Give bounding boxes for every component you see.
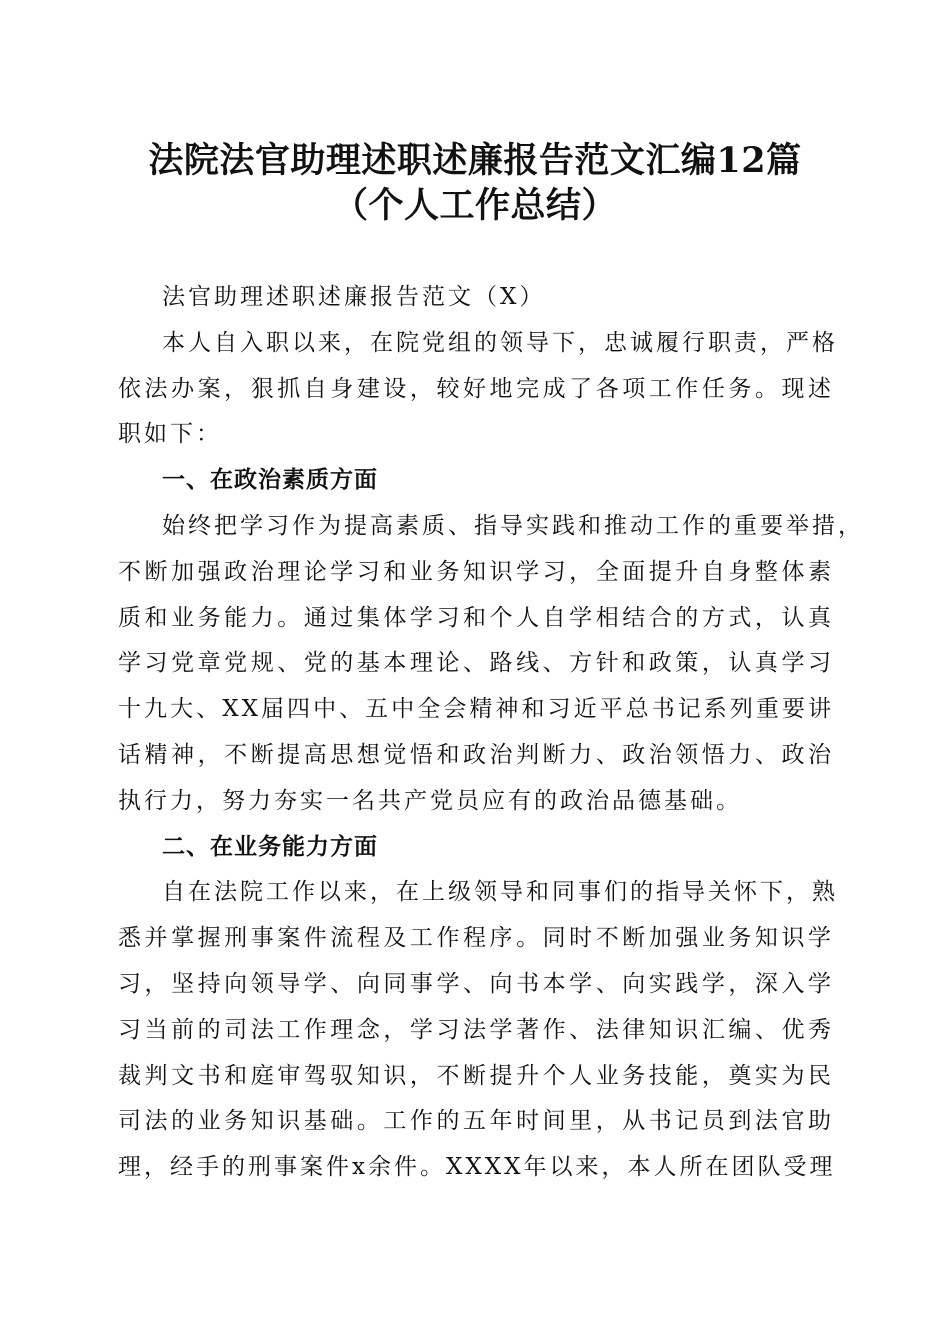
- intro-line: 依法办案，狠抓自身建设，较好地完成了各项工作任务。现述: [118, 375, 834, 402]
- paragraph-line: 司法的业务知识基础。工作的五年时间里，从书记员到法官助: [118, 1108, 834, 1135]
- document-title-subline: （个人工作总结）: [332, 185, 617, 226]
- paragraph-line: 悉并掌握刑事案件流程及工作程序。同时不断加强业务知识学: [118, 925, 834, 952]
- paragraph-line: 自在法院工作以来，在上级领导和同事们的指导关怀下，熟: [162, 879, 838, 906]
- paragraph-line: 执行力，努力夯实一名共产党员应有的政治品德基础。: [118, 787, 742, 814]
- paragraph-line: 习当前的司法工作理念，学习法学著作、法律知识汇编、优秀: [118, 1016, 834, 1043]
- paragraph-line: 学习党章党规、党的基本理论、路线、方针和政策，认真学习: [118, 650, 834, 677]
- document-body: [118, 275, 864, 1191]
- intro-line: 职如下：: [118, 421, 222, 448]
- paragraph-line: 理，经手的刑事案件x余件。XXXX年以来，本人所在团队受理: [118, 1154, 836, 1181]
- paragraph-line: 始终把学习作为提高素质、指导实践和推动工作的重要举措，: [162, 512, 864, 539]
- paragraph-line: 话精神，不断提高思想觉悟和政治判断力、政治领悟力、政治: [118, 741, 834, 768]
- section-heading-political: 一、在政治素质方面: [162, 467, 378, 494]
- paragraph-line: 裁判文书和庭审驾驭知识，不断提升个人业务技能，奠实为民: [118, 1062, 834, 1089]
- paragraph-line: 十九大、XX届四中、五中全会精神和习近平总书记系列重要讲: [118, 696, 834, 723]
- paragraph-line: 习，坚持向领导学、向同事学、向书本学、向实践学，深入学: [118, 970, 834, 997]
- report-subtitle: 法官助理述职述廉报告范文（X）: [162, 284, 546, 310]
- section-heading-business: 二、在业务能力方面: [162, 833, 378, 860]
- paragraph-line: 不断加强政治理论学习和业务知识学习，全面提升自身整体素: [118, 558, 834, 585]
- document-title: 法院法官助理述职述廉报告范文汇编12篇: [148, 140, 802, 181]
- paragraph-line: 质和业务能力。通过集体学习和个人自学相结合的方式，认真: [118, 604, 834, 631]
- intro-line: 本人自入职以来，在院党组的领导下，忠诚履行职责，严格: [162, 329, 838, 356]
